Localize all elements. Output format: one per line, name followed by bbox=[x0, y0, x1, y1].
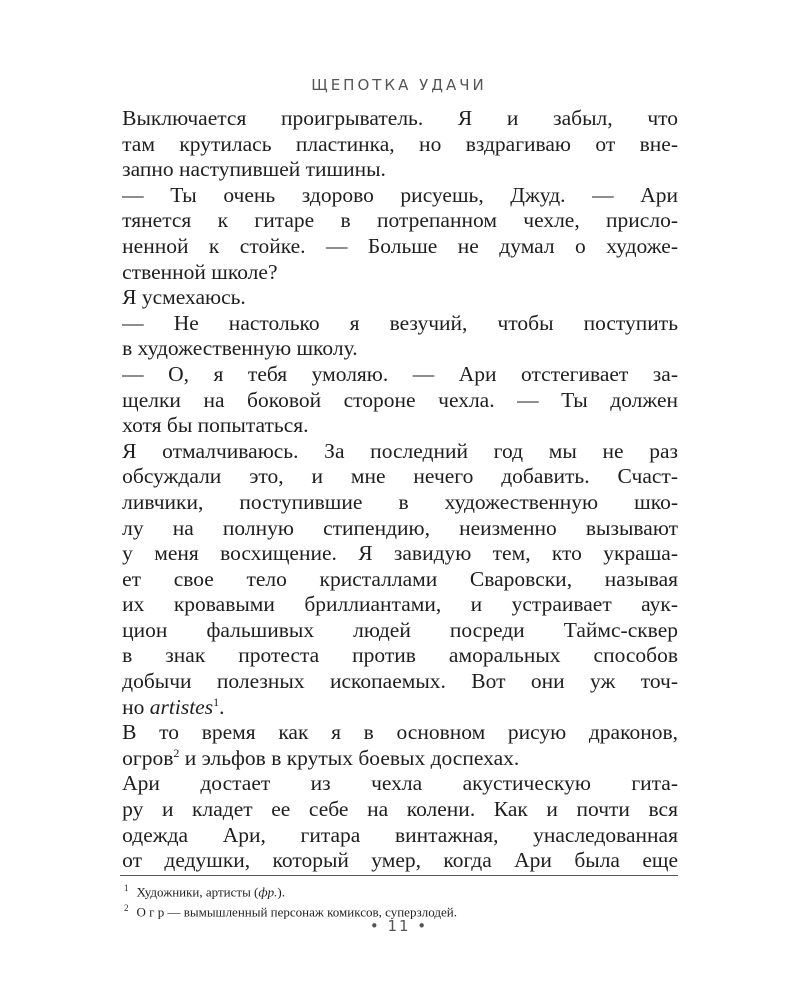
text-fragment: огров bbox=[122, 745, 174, 770]
text-fragment: и эльфов в крутых боевых доспехах. bbox=[179, 745, 520, 770]
text-line: от дедушки, который умер, когда Ари была еще bbox=[122, 848, 678, 873]
text-line: Выключается проигрыватель. Я и забыл, что bbox=[122, 106, 678, 130]
text-line: хотя бы попытаться. bbox=[122, 413, 309, 438]
text-line: в художественную школу. bbox=[122, 336, 358, 361]
footnotes bbox=[120, 875, 678, 921]
footnote-text: ). bbox=[277, 884, 285, 900]
text-line: Я отмалчиваюсь. За последний год мы не раз bbox=[122, 438, 678, 463]
running-head: ЩЕПОТКА УДАЧИ bbox=[311, 76, 487, 94]
book-page bbox=[120, 70, 678, 970]
text-fragment: но bbox=[122, 694, 150, 719]
text-line: ет свое тело кристаллами Сваровски, называя bbox=[122, 566, 678, 591]
text-line: ненной к стойке. — Больше не думал о художе- bbox=[122, 233, 678, 258]
paragraph bbox=[120, 311, 678, 362]
text-line: Ари достает из чехла акустическую гита- bbox=[122, 771, 678, 796]
paragraph bbox=[120, 720, 678, 771]
footnote-ref: 1 bbox=[213, 694, 220, 709]
text-line: — Не настолько я везучий, чтобы поступить bbox=[122, 310, 678, 335]
text-line: цион фальшивых людей посреди Таймс-сквер bbox=[122, 617, 678, 642]
paragraph bbox=[120, 285, 678, 311]
text-line: там крутилась пластинка, но вздрагиваю от вне- bbox=[122, 131, 678, 156]
footnote-text: Художники, артисты ( bbox=[136, 884, 259, 900]
footnote-text: О г р — вымышленный персонаж комиксов, суперзлодей. bbox=[136, 904, 457, 920]
text-line: обсуждали это, и мне нечего добавить. Счаст- bbox=[122, 464, 678, 489]
footnote-ref: 2 bbox=[173, 745, 180, 760]
text-line bbox=[120, 695, 678, 721]
footnote-number: 1 bbox=[124, 883, 129, 893]
text-line: — О, я тебя умоляю. — Ари отстегивает за- bbox=[122, 361, 678, 386]
paragraph bbox=[120, 771, 678, 873]
text-line: у меня восхищение. Я завидую тем, кто украша- bbox=[122, 541, 678, 566]
page-number: • 11 • bbox=[369, 917, 429, 935]
text-line: запно наступившей тишины. bbox=[122, 157, 386, 182]
text-line: тянется к гитаре в потрепанном чехле, присло- bbox=[122, 208, 678, 233]
footnote bbox=[120, 880, 678, 900]
text-line: В то время как я в основном рисую драконов, bbox=[122, 720, 678, 745]
footnote-italic: фр. bbox=[258, 884, 278, 900]
text-line bbox=[120, 746, 678, 772]
text-line: — Ты очень здорово рисуешь, Джуд. — Ари bbox=[122, 182, 678, 207]
text-line: Я усмехаюсь. bbox=[122, 285, 246, 310]
text-line: добычи полезных ископаемых. Вот они уж точ- bbox=[122, 669, 678, 694]
text-line: их кровавыми бриллиантами, и устраивает аук- bbox=[122, 592, 678, 617]
text-line: ру и кладет ее себе на колени. Как и почти вся bbox=[122, 797, 678, 822]
text-line: одежда Ари, гитара винтажная, унаследованная bbox=[122, 822, 678, 847]
text-line: лу на полную стипендию, неизменно вызывают bbox=[122, 515, 678, 540]
paragraph bbox=[120, 183, 678, 285]
paragraph bbox=[120, 439, 678, 721]
text-line: ственной школе? bbox=[122, 259, 278, 284]
paragraph bbox=[120, 362, 678, 439]
body-text bbox=[120, 106, 678, 874]
text-line: ливчики, поступившие в художественную шко- bbox=[122, 489, 678, 514]
italic-word: artistes bbox=[149, 694, 214, 719]
text-line: в знак протеста против аморальных способов bbox=[122, 643, 678, 668]
footnote-number: 2 bbox=[124, 903, 129, 914]
text-line: щелки на боковой стороне чехла. — Ты должен bbox=[122, 387, 678, 412]
text-fragment: . bbox=[219, 694, 225, 719]
paragraph bbox=[120, 106, 678, 183]
